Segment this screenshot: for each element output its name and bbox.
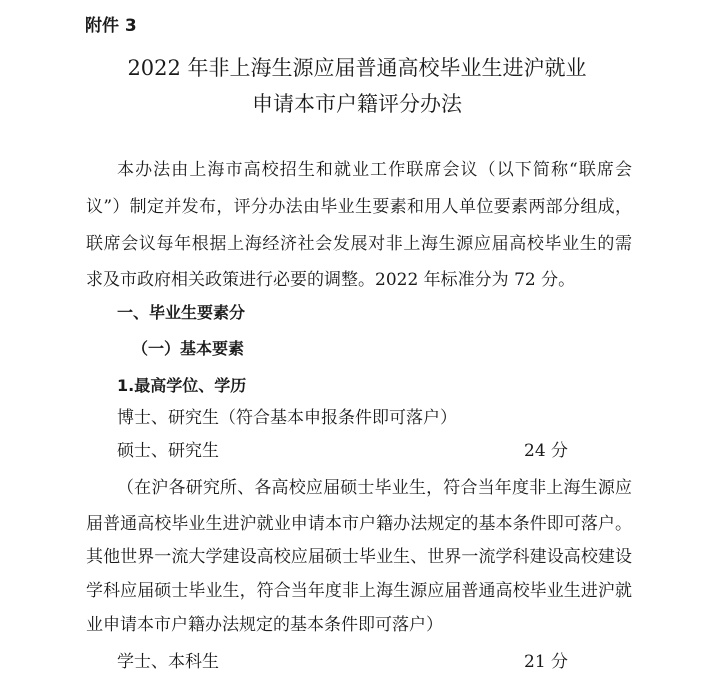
section-heading-graduate-factors: 一、毕业生要素分 [117, 303, 246, 322]
master-note-line-1: （在沪各研究所、各高校应届硕士毕业生，符合当年度非上海生源应 [117, 478, 632, 498]
master-score: 24 分 [524, 441, 569, 461]
intro-line-3: 联席会议每年根据上海经济社会发展对非上海生源应届高校毕业生的需 [86, 234, 632, 254]
subsection-heading-basic-factors: （一）基本要素 [132, 339, 245, 358]
bachelor-score: 21 分 [524, 652, 569, 672]
intro-line-4: 求及市政府相关政策进行必要的调整。2022 年标准分为 72 分。 [86, 270, 576, 290]
bachelor-label: 学士、本科生 [117, 652, 219, 672]
intro-line-2: 议”）制定并发布，评分办法由毕业生要素和用人单位要素两部分组成， [86, 197, 632, 217]
master-note-line-3: 其他世界一流大学建设高校应届硕士毕业生、世界一流学科建设高校建设 [86, 547, 632, 567]
document-title-line-1: 2022 年非上海生源应届普通高校毕业生进沪就业 [127, 56, 587, 80]
doctor-line: 博士、研究生（符合基本申报条件即可落户） [117, 408, 457, 428]
document-title-line-2: 申请本市户籍评分办法 [252, 92, 462, 116]
master-note-line-4: 学科应届硕士毕业生，符合当年度非上海生源应届普通高校毕业生进沪就 [86, 581, 632, 601]
intro-line-1: 本办法由上海市高校招生和就业工作联席会议（以下简称“联席会 [117, 160, 632, 180]
attachment-label: 附件 3 [85, 16, 137, 36]
item-heading-degree: 1.最高学位、学历 [117, 376, 247, 395]
master-note-line-5: 业申请本市户籍办法规定的基本条件即可落户） [86, 615, 443, 635]
master-label: 硕士、研究生 [117, 441, 219, 461]
master-note-line-2: 届普通高校毕业生进沪就业申请本市户籍办法规定的基本条件即可落户。 [86, 514, 632, 534]
